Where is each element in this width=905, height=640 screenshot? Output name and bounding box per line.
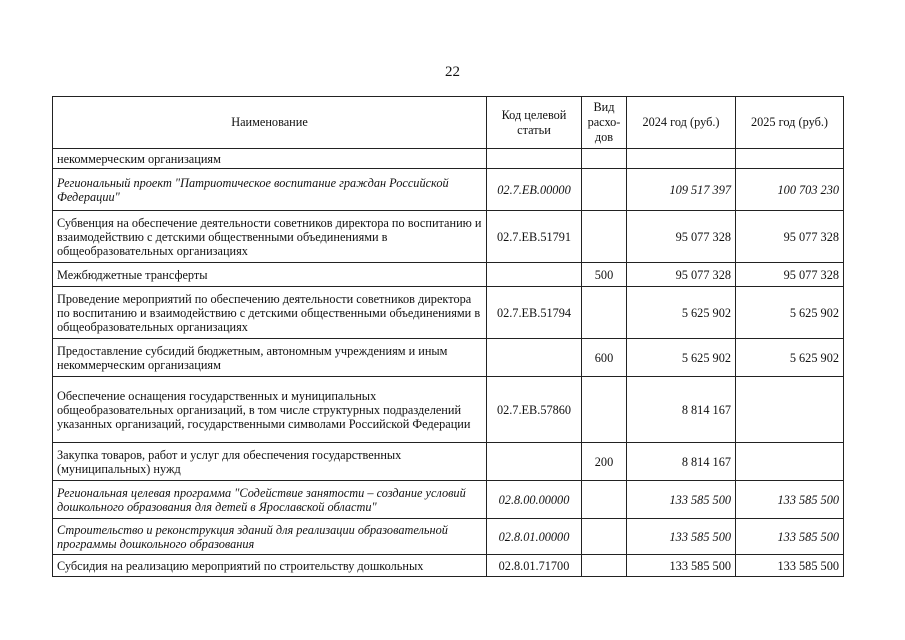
row-2024: 5 625 902 xyxy=(627,287,736,339)
row-vid: 200 xyxy=(582,443,627,481)
row-vid xyxy=(582,287,627,339)
row-code: 02.7.ЕВ.51794 xyxy=(487,287,582,339)
budget-table xyxy=(52,96,844,577)
header-code: Код целевой статьи xyxy=(487,97,582,149)
row-code: 02.7.ЕВ.51791 xyxy=(487,211,582,263)
table-row xyxy=(53,339,844,377)
row-vid xyxy=(582,481,627,519)
row-code: 02.7.ЕВ.57860 xyxy=(487,377,582,443)
row-2025 xyxy=(736,149,844,169)
row-2025: 133 585 500 xyxy=(736,555,844,577)
row-vid: 500 xyxy=(582,263,627,287)
table-row xyxy=(53,481,844,519)
row-2024: 95 077 328 xyxy=(627,263,736,287)
row-name: Межбюджетные трансферты xyxy=(53,263,487,287)
row-2025: 133 585 500 xyxy=(736,519,844,555)
row-code xyxy=(487,339,582,377)
table-row xyxy=(53,263,844,287)
row-2024 xyxy=(627,149,736,169)
row-code xyxy=(487,149,582,169)
row-name: Закупка товаров, работ и услуг для обеспечения государственных (муниципальных) нужд xyxy=(53,443,487,481)
header-2024: 2024 год (руб.) xyxy=(627,97,736,149)
row-2025 xyxy=(736,377,844,443)
row-code: 02.8.00.00000 xyxy=(487,481,582,519)
row-2024: 8 814 167 xyxy=(627,443,736,481)
row-2024: 133 585 500 xyxy=(627,555,736,577)
row-2024: 8 814 167 xyxy=(627,377,736,443)
page-number: 22 xyxy=(445,64,460,80)
row-2025: 95 077 328 xyxy=(736,211,844,263)
row-name: Предоставление субсидий бюджетным, автономным учреждениям и иным некоммерческим организациям xyxy=(53,339,487,377)
row-name: Строительство и реконструкция зданий для реализации образовательной программы дошкольного образования xyxy=(53,519,487,555)
row-code: 02.8.01.00000 xyxy=(487,519,582,555)
row-2025: 95 077 328 xyxy=(736,263,844,287)
row-vid xyxy=(582,149,627,169)
row-2025: 5 625 902 xyxy=(736,339,844,377)
table-row xyxy=(53,169,844,211)
row-2024: 95 077 328 xyxy=(627,211,736,263)
table-row xyxy=(53,287,844,339)
table-header-row xyxy=(53,97,844,149)
row-2025 xyxy=(736,443,844,481)
row-vid xyxy=(582,169,627,211)
row-code: 02.7.ЕВ.00000 xyxy=(487,169,582,211)
row-name: Проведение мероприятий по обеспечению деятельности советников директора по воспитанию и взаимодействию с детскими общественными объединениями в общеобразовательных организациях xyxy=(53,287,487,339)
row-name: Региональный проект "Патриотическое воспитание граждан Российской Федерации" xyxy=(53,169,487,211)
row-vid xyxy=(582,555,627,577)
row-name: Субсидия на реализацию мероприятий по строительству дошкольных xyxy=(53,555,487,577)
row-2024: 5 625 902 xyxy=(627,339,736,377)
row-code xyxy=(487,443,582,481)
row-name: Региональная целевая программа "Содействие занятости – создание условий дошкольного образования для детей в Ярославской области" xyxy=(53,481,487,519)
table-row xyxy=(53,149,844,169)
row-2025: 100 703 230 xyxy=(736,169,844,211)
header-name: Наименование xyxy=(53,97,487,149)
row-2025: 5 625 902 xyxy=(736,287,844,339)
table-row xyxy=(53,443,844,481)
table-row xyxy=(53,211,844,263)
row-code: 02.8.01.71700 xyxy=(487,555,582,577)
row-vid xyxy=(582,519,627,555)
header-2025: 2025 год (руб.) xyxy=(736,97,844,149)
header-vid: Вид расхо-дов xyxy=(582,97,627,149)
row-name: некоммерческим организациям xyxy=(53,149,487,169)
row-2024: 133 585 500 xyxy=(627,481,736,519)
table-row xyxy=(53,377,844,443)
table-row xyxy=(53,555,844,577)
row-2024: 133 585 500 xyxy=(627,519,736,555)
row-2025: 133 585 500 xyxy=(736,481,844,519)
row-name: Субвенция на обеспечение деятельности советников директора по воспитанию и взаимодействию с детскими общественными объединениями в общеобразовательных организациях xyxy=(53,211,487,263)
row-vid xyxy=(582,211,627,263)
row-code xyxy=(487,263,582,287)
row-name: Обеспечение оснащения государственных и муниципальных общеобразовательных организаций, в том числе структурных подразделений указанных организаций, государственными символами Российской Федерации xyxy=(53,377,487,443)
row-2024: 109 517 397 xyxy=(627,169,736,211)
row-vid xyxy=(582,377,627,443)
table-row xyxy=(53,519,844,555)
row-vid: 600 xyxy=(582,339,627,377)
